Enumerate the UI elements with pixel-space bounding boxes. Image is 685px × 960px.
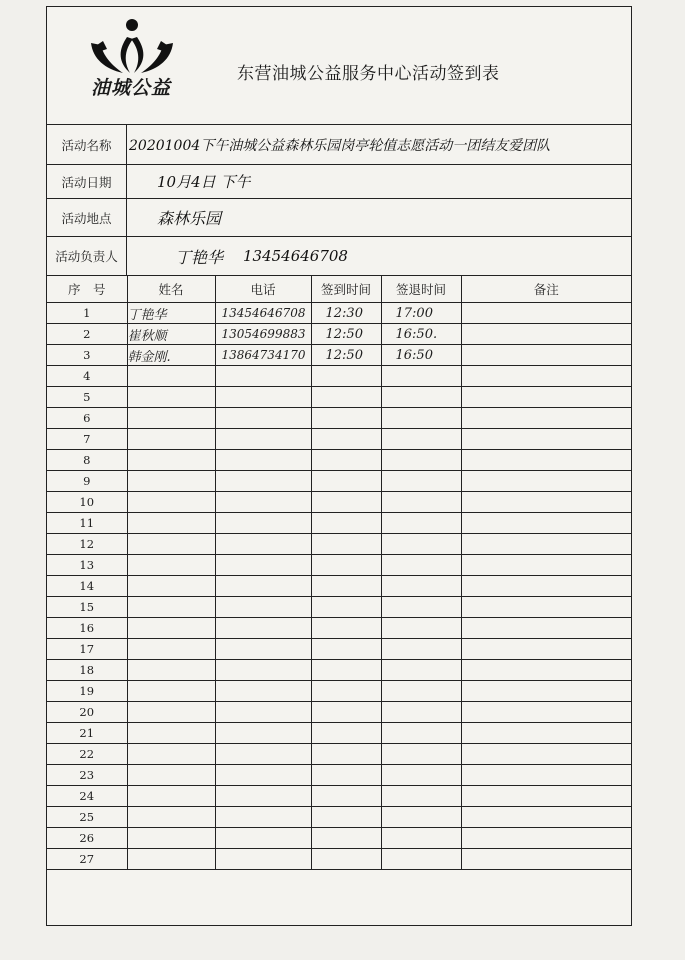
row-seq-cell: 10 <box>47 492 127 513</box>
row-note-cell <box>461 492 631 513</box>
row-sign-in-cell <box>311 702 381 723</box>
row-sign-out-cell <box>381 387 461 408</box>
row-phone-cell <box>215 555 311 576</box>
row-name-cell: 丁艳华 <box>127 303 215 324</box>
row-seq-cell: 18 <box>47 660 127 681</box>
row-note-cell <box>461 387 631 408</box>
row-phone-cell <box>215 513 311 534</box>
column-header-sign-out: 签退时间 <box>381 276 461 303</box>
row-note-cell <box>461 576 631 597</box>
table-row <box>47 807 631 828</box>
activity-date-row <box>47 165 631 199</box>
row-name-cell <box>127 555 215 576</box>
row-sign-in-cell <box>311 534 381 555</box>
column-header-seq: 序 号 <box>47 276 127 303</box>
table-row <box>47 723 631 744</box>
row-sign-in-cell <box>311 786 381 807</box>
row-phone-cell <box>215 408 311 429</box>
table-row <box>47 387 631 408</box>
row-sign-in-cell <box>311 513 381 534</box>
row-note-cell <box>461 408 631 429</box>
row-phone-cell <box>215 723 311 744</box>
row-seq-cell: 6 <box>47 408 127 429</box>
row-sign-in-cell <box>311 660 381 681</box>
row-sign-out-cell <box>381 681 461 702</box>
row-name-cell <box>127 723 215 744</box>
row-phone-cell <box>215 786 311 807</box>
activity-name-value: 20201004下午油城公益森林乐园岗亭轮值志愿活动一团结友爱团队 <box>129 137 551 154</box>
activity-leader-name: 丁艳华 <box>175 247 224 267</box>
row-sign-in-cell <box>311 450 381 471</box>
sign-in-sheet <box>46 6 632 926</box>
row-note-cell <box>461 534 631 555</box>
row-seq-cell: 13 <box>47 555 127 576</box>
activity-name-label: 活动名称 <box>47 125 127 164</box>
row-seq-cell: 27 <box>47 849 127 870</box>
row-note-cell <box>461 849 631 870</box>
activity-place-label: 活动地点 <box>47 199 127 236</box>
row-seq-cell: 23 <box>47 765 127 786</box>
row-name-cell: 崔秋顺 <box>127 324 215 345</box>
table-row <box>47 324 631 345</box>
row-phone-cell <box>215 576 311 597</box>
row-sign-out-cell: 16:50. <box>381 324 461 345</box>
row-name-cell <box>127 387 215 408</box>
row-seq-cell: 9 <box>47 471 127 492</box>
row-name-cell <box>127 765 215 786</box>
form-title: 东营油城公益服务中心活动签到表 <box>237 64 500 84</box>
row-name-cell <box>127 744 215 765</box>
table-row <box>47 849 631 870</box>
row-sign-in-cell <box>311 744 381 765</box>
table-row <box>47 492 631 513</box>
row-note-cell <box>461 450 631 471</box>
row-name-cell <box>127 513 215 534</box>
row-seq-cell: 24 <box>47 786 127 807</box>
activity-leader-phone: 13454646708 <box>243 247 348 265</box>
table-row <box>47 681 631 702</box>
table-row <box>47 786 631 807</box>
row-sign-in-cell <box>311 492 381 513</box>
row-sign-in-cell <box>311 366 381 387</box>
row-name-cell <box>127 492 215 513</box>
row-seq-cell: 17 <box>47 639 127 660</box>
row-name-cell: 韩金刚. <box>127 345 215 366</box>
row-sign-out-cell <box>381 576 461 597</box>
table-row <box>47 702 631 723</box>
table-row <box>47 576 631 597</box>
row-phone-cell <box>215 429 311 450</box>
row-sign-out-cell <box>381 429 461 450</box>
activity-date-label: 活动日期 <box>47 165 127 198</box>
row-sign-out-cell: 16:50 <box>381 345 461 366</box>
row-sign-out-cell <box>381 807 461 828</box>
row-note-cell <box>461 303 631 324</box>
attendance-table <box>47 275 631 870</box>
row-phone-cell: 13054699883 <box>215 324 311 345</box>
row-sign-out-cell <box>381 555 461 576</box>
row-name-cell <box>127 807 215 828</box>
row-sign-in-cell <box>311 828 381 849</box>
row-note-cell <box>461 765 631 786</box>
activity-place-value: 森林乐园 <box>157 209 222 228</box>
row-phone-cell <box>215 450 311 471</box>
row-seq-cell: 21 <box>47 723 127 744</box>
row-sign-out-cell <box>381 366 461 387</box>
row-name-cell <box>127 576 215 597</box>
row-phone-cell <box>215 618 311 639</box>
row-seq-cell: 16 <box>47 618 127 639</box>
table-row <box>47 450 631 471</box>
row-note-cell <box>461 555 631 576</box>
row-sign-in-cell <box>311 408 381 429</box>
row-sign-in-cell: 12:30 <box>311 303 381 324</box>
row-seq-cell: 26 <box>47 828 127 849</box>
row-name-cell <box>127 429 215 450</box>
row-sign-in-cell <box>311 429 381 450</box>
table-row <box>47 408 631 429</box>
row-phone-cell <box>215 807 311 828</box>
row-note-cell <box>461 681 631 702</box>
row-note-cell <box>461 429 631 450</box>
row-name-cell <box>127 681 215 702</box>
row-sign-in-cell: 12:50 <box>311 324 381 345</box>
row-phone-cell <box>215 681 311 702</box>
column-header-sign-in: 签到时间 <box>311 276 381 303</box>
row-note-cell <box>461 597 631 618</box>
row-note-cell <box>461 513 631 534</box>
row-seq-cell: 12 <box>47 534 127 555</box>
row-name-cell <box>127 618 215 639</box>
table-row <box>47 765 631 786</box>
table-row <box>47 639 631 660</box>
row-phone-cell <box>215 387 311 408</box>
row-sign-in-cell <box>311 618 381 639</box>
row-seq-cell: 25 <box>47 807 127 828</box>
row-name-cell <box>127 786 215 807</box>
table-row <box>47 744 631 765</box>
row-note-cell <box>461 618 631 639</box>
row-name-cell <box>127 534 215 555</box>
table-row <box>47 828 631 849</box>
row-phone-cell <box>215 660 311 681</box>
row-phone-cell <box>215 702 311 723</box>
row-phone-cell <box>215 849 311 870</box>
row-sign-in-cell: 12:50 <box>311 345 381 366</box>
row-note-cell <box>461 345 631 366</box>
table-row <box>47 660 631 681</box>
row-sign-in-cell <box>311 639 381 660</box>
table-row <box>47 345 631 366</box>
row-seq-cell: 2 <box>47 324 127 345</box>
row-sign-in-cell <box>311 471 381 492</box>
row-sign-in-cell <box>311 555 381 576</box>
row-note-cell <box>461 702 631 723</box>
row-seq-cell: 3 <box>47 345 127 366</box>
table-row <box>47 366 631 387</box>
row-name-cell <box>127 828 215 849</box>
table-row <box>47 303 631 324</box>
row-sign-out-cell <box>381 828 461 849</box>
row-sign-in-cell <box>311 387 381 408</box>
row-sign-out-cell <box>381 786 461 807</box>
row-phone-cell <box>215 639 311 660</box>
row-note-cell <box>461 723 631 744</box>
row-sign-out-cell <box>381 765 461 786</box>
row-sign-in-cell <box>311 576 381 597</box>
row-name-cell <box>127 450 215 471</box>
table-row <box>47 597 631 618</box>
table-row <box>47 618 631 639</box>
row-seq-cell: 14 <box>47 576 127 597</box>
row-note-cell <box>461 366 631 387</box>
row-sign-in-cell <box>311 597 381 618</box>
row-sign-out-cell <box>381 744 461 765</box>
table-row <box>47 513 631 534</box>
row-sign-out-cell <box>381 597 461 618</box>
row-seq-cell: 8 <box>47 450 127 471</box>
row-sign-out-cell <box>381 618 461 639</box>
row-name-cell <box>127 471 215 492</box>
row-note-cell <box>461 324 631 345</box>
row-name-cell <box>127 639 215 660</box>
table-row <box>47 471 631 492</box>
row-sign-in-cell <box>311 807 381 828</box>
row-note-cell <box>461 807 631 828</box>
row-seq-cell: 7 <box>47 429 127 450</box>
row-note-cell <box>461 660 631 681</box>
row-name-cell <box>127 660 215 681</box>
column-header-note: 备注 <box>461 276 631 303</box>
row-note-cell <box>461 744 631 765</box>
activity-name-row <box>47 125 631 165</box>
row-sign-in-cell <box>311 849 381 870</box>
row-name-cell <box>127 408 215 429</box>
row-seq-cell: 5 <box>47 387 127 408</box>
row-sign-out-cell <box>381 450 461 471</box>
table-row <box>47 555 631 576</box>
row-seq-cell: 20 <box>47 702 127 723</box>
row-phone-cell <box>215 744 311 765</box>
row-name-cell <box>127 597 215 618</box>
row-seq-cell: 22 <box>47 744 127 765</box>
row-sign-out-cell <box>381 471 461 492</box>
column-header-name: 姓名 <box>127 276 215 303</box>
row-sign-out-cell <box>381 849 461 870</box>
table-row <box>47 429 631 450</box>
row-name-cell <box>127 366 215 387</box>
row-phone-cell <box>215 366 311 387</box>
row-phone-cell <box>215 597 311 618</box>
row-sign-out-cell: 17:00 <box>381 303 461 324</box>
row-phone-cell: 13454646708 <box>215 303 311 324</box>
row-sign-in-cell <box>311 681 381 702</box>
row-seq-cell: 11 <box>47 513 127 534</box>
activity-date-value: 10月4日 下午 <box>157 173 251 191</box>
row-seq-cell: 1 <box>47 303 127 324</box>
row-sign-in-cell <box>311 723 381 744</box>
activity-leader-label: 活动负责人 <box>47 237 127 275</box>
column-header-phone: 电话 <box>215 276 311 303</box>
row-note-cell <box>461 639 631 660</box>
row-phone-cell <box>215 534 311 555</box>
row-note-cell <box>461 786 631 807</box>
table-row <box>47 534 631 555</box>
row-name-cell <box>127 702 215 723</box>
row-note-cell <box>461 471 631 492</box>
row-sign-out-cell <box>381 408 461 429</box>
row-sign-out-cell <box>381 513 461 534</box>
row-sign-out-cell <box>381 723 461 744</box>
row-phone-cell <box>215 828 311 849</box>
activity-leader-row <box>47 237 631 275</box>
row-sign-out-cell <box>381 639 461 660</box>
row-phone-cell <box>215 471 311 492</box>
row-seq-cell: 4 <box>47 366 127 387</box>
row-phone-cell: 13864734170 <box>215 345 311 366</box>
logo-text: 油城公益 <box>90 77 171 99</box>
row-sign-in-cell <box>311 765 381 786</box>
row-seq-cell: 19 <box>47 681 127 702</box>
row-sign-out-cell <box>381 492 461 513</box>
activity-place-row <box>47 199 631 237</box>
row-phone-cell <box>215 492 311 513</box>
row-note-cell <box>461 828 631 849</box>
row-phone-cell <box>215 765 311 786</box>
row-name-cell <box>127 849 215 870</box>
sheet-header <box>47 7 631 125</box>
row-sign-out-cell <box>381 534 461 555</box>
row-seq-cell: 15 <box>47 597 127 618</box>
table-header-row <box>47 276 631 303</box>
row-sign-out-cell <box>381 702 461 723</box>
row-sign-out-cell <box>381 660 461 681</box>
